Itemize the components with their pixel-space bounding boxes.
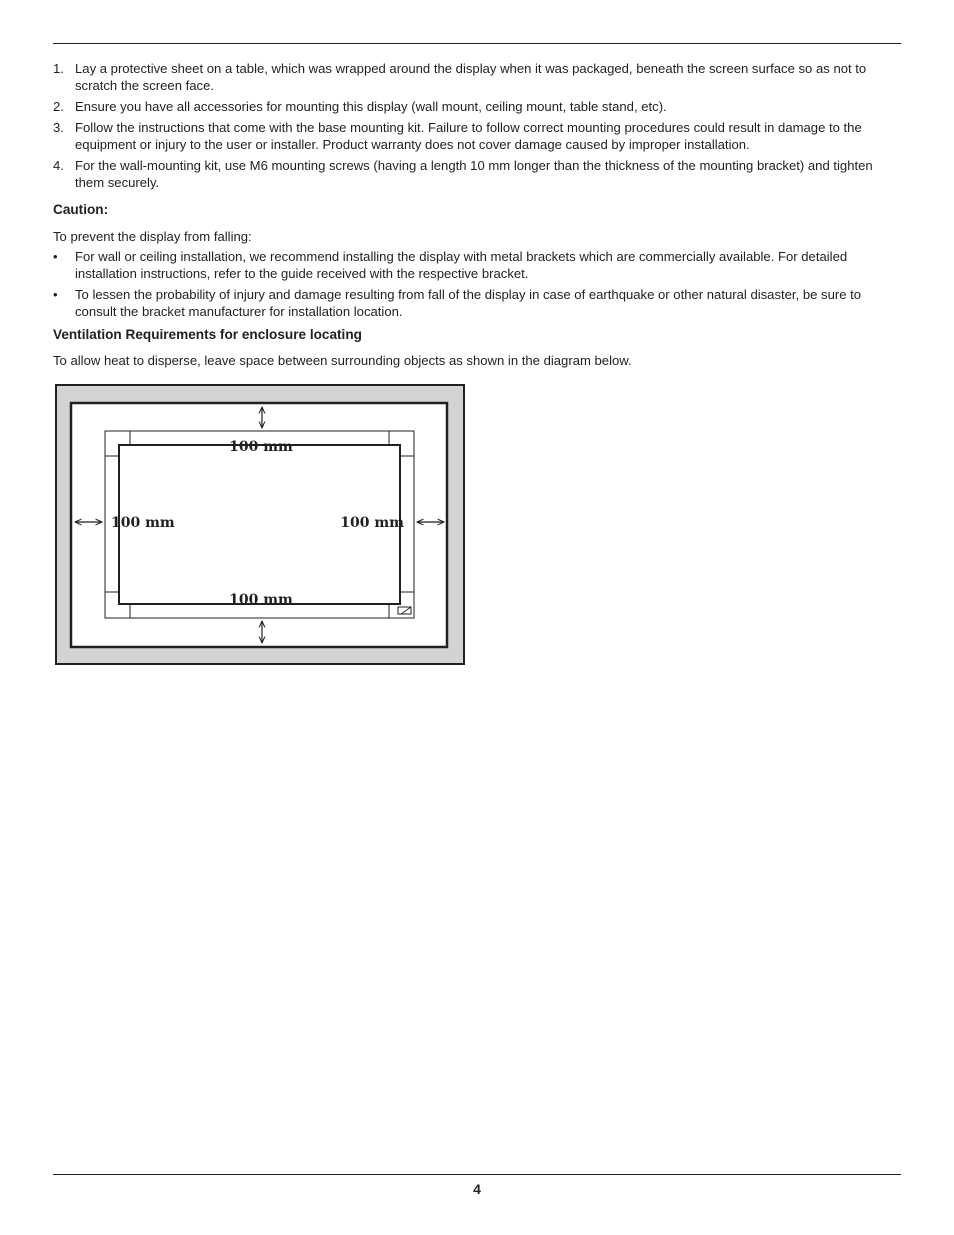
left-clearance-label: 100 mm (111, 515, 175, 531)
caution-heading: Caution: (53, 202, 109, 217)
ventilation-diagram (55, 384, 466, 666)
page-content (53, 60, 903, 372)
bullet-marker: • (53, 287, 58, 302)
page-number: 4 (473, 1181, 481, 1197)
list-item (53, 60, 903, 94)
bottom-clearance-label: 100 mm (229, 592, 293, 608)
step-number: 1. (53, 61, 64, 76)
list-item (53, 286, 903, 320)
mounting-steps (53, 60, 903, 191)
header-rule (53, 43, 901, 44)
step-text: For the wall-mounting kit, use M6 mounting screws (having a length 10 mm longer than the thickness of the mounting bracket) and tighten them securely. (75, 158, 873, 190)
step-text: Lay a protective sheet on a table, which was wrapped around the display when it was packaged, beneath the screen surface so as not to scratch the screen face. (75, 61, 867, 93)
list-item (53, 248, 903, 282)
right-clearance-label: 100 mm (340, 515, 404, 531)
list-item (53, 98, 903, 115)
list-item (53, 157, 903, 191)
ventilation-heading: Ventilation Requirements for enclosure locating (53, 327, 362, 342)
bullet-text: For wall or ceiling installation, we recommend installing the display with metal brackets which are commercially available. For detailed installation instructions, refer to the guide received with the respective bracket. (75, 249, 848, 281)
step-number: 2. (53, 99, 64, 114)
bullet-marker: • (53, 249, 58, 264)
caution-intro: To prevent the display from falling: (53, 229, 252, 244)
step-number: 4. (53, 158, 64, 173)
ventilation-text: To allow heat to disperse, leave space between surrounding objects as shown in the diagram below. (53, 353, 632, 368)
step-number: 3. (53, 120, 64, 135)
bullet-text: To lessen the probability of injury and damage resulting from fall of the display in case of earthquake or other natural disaster, be sure to consult the bracket manufacturer for installation location. (75, 287, 862, 319)
step-text: Ensure you have all accessories for mounting this display (wall mount, ceiling mount, table stand, etc). (75, 99, 667, 114)
caution-list (53, 248, 903, 320)
step-text: Follow the instructions that come with the base mounting kit. Failure to follow correct mounting procedures could result in damage to the equipment or injury to the user or installer. Product warranty does not cover damage caused by improper installation. (75, 120, 862, 152)
top-clearance-label: 100 mm (229, 439, 293, 455)
footer-rule (53, 1174, 901, 1175)
list-item (53, 119, 903, 153)
